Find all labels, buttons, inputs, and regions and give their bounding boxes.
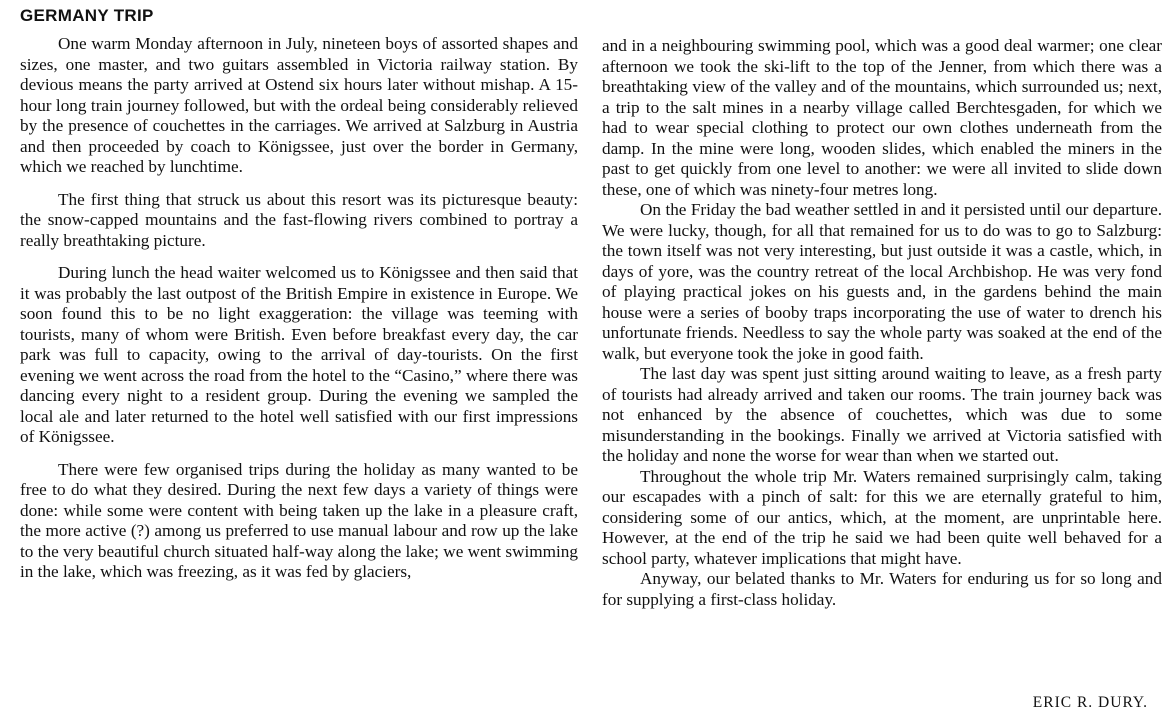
paragraph: During lunch the head waiter welcomed us to Königssee and then said that it was probably the last outpost of the British Empire in existence in Europe. We soon found this to be no light exaggeration: the village was teeming with tourists, many of whom were British. Even before breakfast every day, the car park was full to capacity, owing to the arrival of day-tourists. On the first evening we went across the road from the hotel to the “Casino,” where there was dancing every night to a resident group. During the evening we sampled the local ale and later returned to the hotel well satisfied with our first impressions of Königssee.: [20, 263, 578, 446]
paragraph: Throughout the whole trip Mr. Waters remained surprisingly calm, taking our escapades with a pinch of salt: for this we are eternally grateful to him, considering some of our antics, which, at the moment, are unprintable here. However, at the end of the trip he said we had been quite well behaved for a school party, whatever implications that might have.: [602, 466, 1162, 568]
left-column: [20, 34, 578, 583]
paragraph-continuation: and in a neighbouring swimming pool, which was a good deal warmer; one clear afternoon we took the ski-lift to the top of the Jenner, from which there was a breathtaking view of the valley and of the mountains, which surrounded us; next, a trip to the salt mines in a nearby village called Berchtesgaden, for which we had to wear special clothing to protect our own clothes underneath from the damp. In the mine were long, wooden slides, which enabled the miners in the past to get quickly from one level to another: we were all invited to slide down these, one of which was ninety-four metres long.: [602, 36, 1162, 199]
right-column: [602, 36, 1162, 610]
paragraph: The first thing that struck us about this resort was its picturesque beauty: the snow-capped mountains and the fast-flowing rivers combined to portray a really breathtaking picture.: [20, 189, 578, 250]
article-title: GERMANY TRIP: [20, 6, 154, 25]
paragraph: One warm Monday afternoon in July, nineteen boys of assorted shapes and sizes, one master, and two guitars assembled in Victoria railway station. By devious means the party arrived at Ostend six hours later without mishap. A 15-hour long train journey followed, but with the ordeal being considerably relieved by the presence of couchettes in the carriages. We arrived at Salzburg in Austria and then proceeded by coach to Königssee, just over the border in Germany, which we reached by lunchtime.: [20, 34, 578, 176]
paragraph: There were few organised trips during the holiday as many wanted to be free to do what they desired. During the next few days a variety of things were done: while some were content with being taken up the lake in a pleasure craft, the more active (?) among us preferred to use manual labour and row up the lake to the very beautiful church situated half-way along the lake; we went swimming in the lake, which was freezing, as it was fed by glaciers,: [20, 459, 578, 581]
author-signature: ERIC R. DURY.: [1032, 694, 1148, 711]
paragraph: On the Friday the bad weather settled in and it persisted until our departure. We were lucky, though, for all that remained for us to do was to go to Salzburg: the town itself was not very interesting, but just outside it was a castle, which, in days of yore, was the country retreat of the local Archbishop. He was very fond of playing practical jokes on his guests and, in the gardens behind the main house were a series of booby traps incorporating the use of water to drench his unfortunate friends. Needless to say the whole party was soaked at the end of the walk, but everyone took the joke in good faith.: [602, 200, 1162, 363]
paragraph: The last day was spent just sitting around waiting to leave, as a fresh party of tourists had already arrived and taken our rooms. The train journey back was not enhanced by the absence of couchettes, which was due to some misunderstanding in the bookings. Finally we arrived at Victoria satisfied with the holiday and none the worse for wear than when we started out.: [602, 364, 1162, 465]
paragraph: Anyway, our belated thanks to Mr. Waters for enduring us for so long and for supplying a first-class holiday.: [602, 569, 1162, 609]
